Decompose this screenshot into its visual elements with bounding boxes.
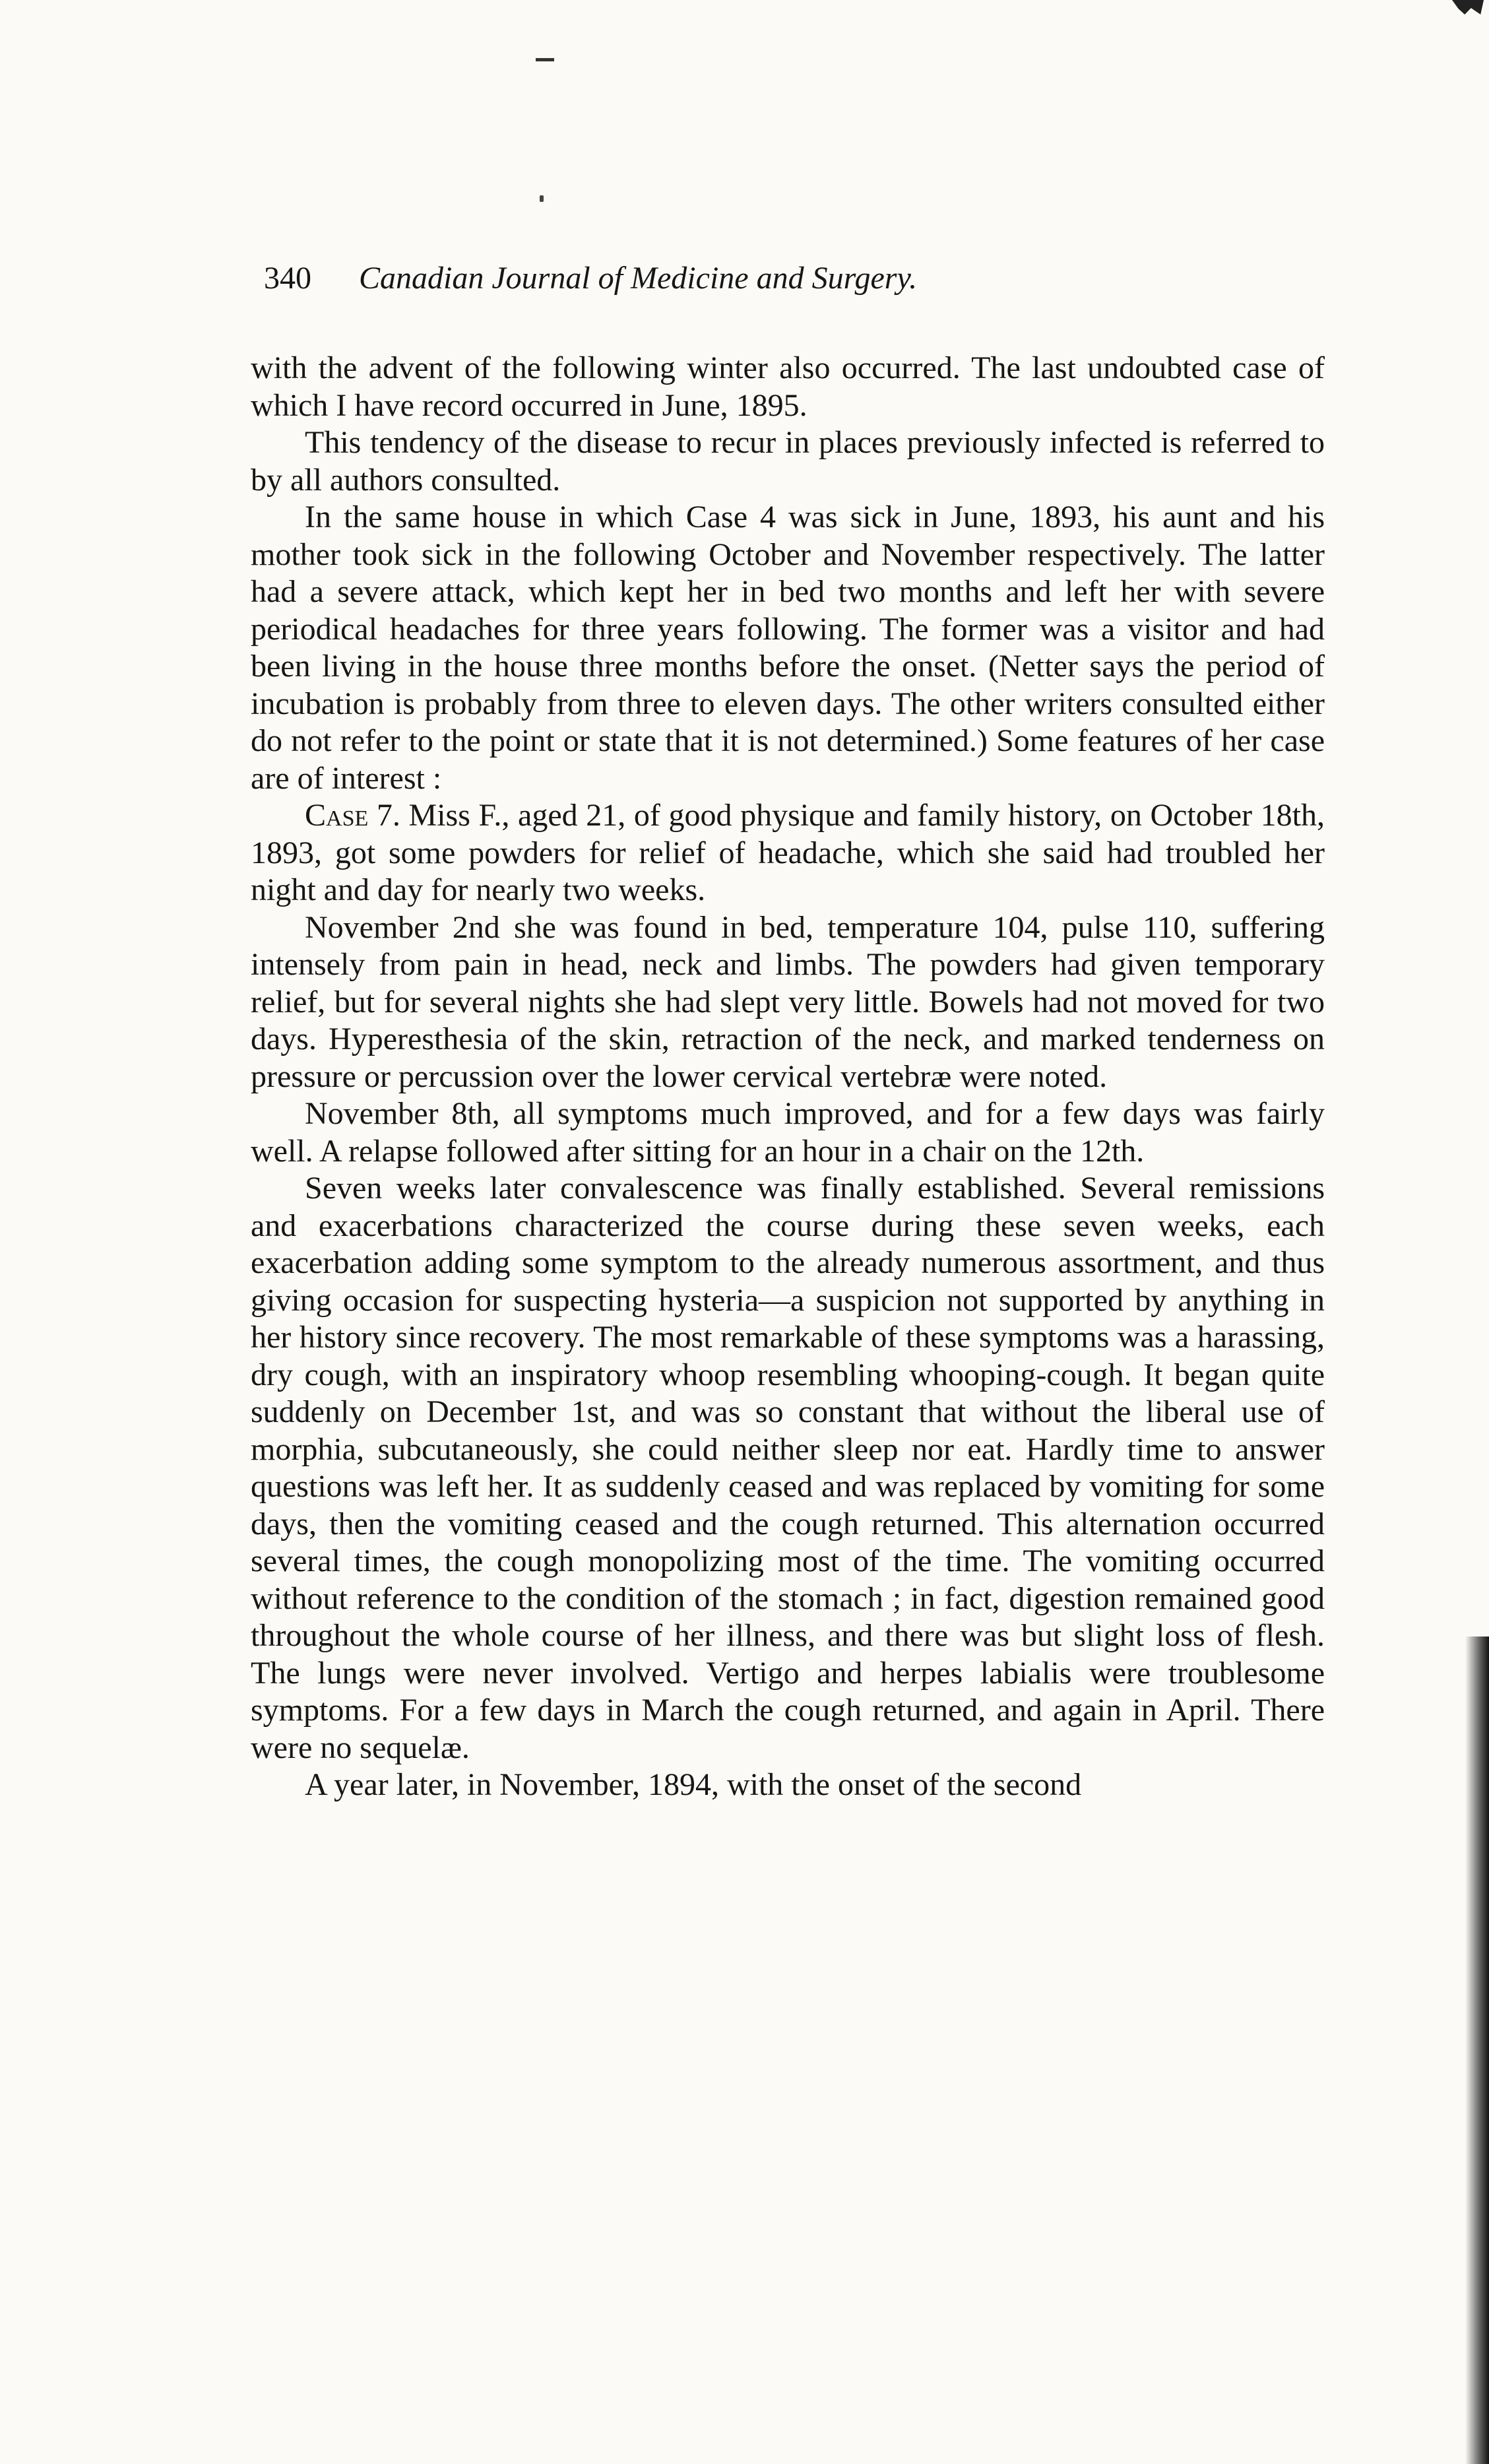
- case-label: Case 7.: [305, 798, 400, 833]
- running-header: [264, 259, 1253, 298]
- scan-mark-dash: [536, 58, 554, 61]
- case-7-paragraph: [251, 797, 1325, 909]
- article-body: [251, 350, 1325, 1804]
- paragraph: This tendency of the disease to recur in places previously infected is referred to by all authors consulted.: [251, 425, 1325, 498]
- paragraph: Seven weeks later convalescence was finally established. Several remissions and exacerbations characterized the course during these seven weeks, each exacerbation adding some symptom to the already numerous assortment, and thus giving occasion for suspecting hysteria—a suspicion not supported by anything in her history since recovery. The most remarkable of these symptoms was a harassing, dry cough, with an inspiratory whoop resembling whooping-cough. It began quite suddenly on December 1st, and was so constant that without the liberal use of morphia, subcutaneously, she could neither sleep nor eat. Hardly time to answer questions was left her. It as suddenly ceased and was replaced by vomiting for some days, then the vomiting ceased and the cough returned. This alternation occurred several times, the cough monopolizing most of the time. The vomiting occurred without reference to the condition of the stomach ; in fact, digestion remained good throughout the whole course of her illness, and there was but slight loss of flesh. The lungs were never involved. Vertigo and herpes labialis were troublesome symptoms. For a few days in March the cough returned, and again in April. There were no sequelæ.: [251, 1171, 1325, 1765]
- scan-corner-mark: [1452, 0, 1484, 15]
- page-number: 340: [264, 261, 311, 296]
- scan-mark-dot: [540, 195, 544, 202]
- paragraph: November 8th, all symptoms much improved, and for a few days was fairly well. A relapse followed after sitting for an hour in a chair on the 12th.: [251, 1096, 1325, 1169]
- paragraph: November 2nd she was found in bed, temperature 104, pulse 110, suffering intensely from pain in head, neck and limbs. The powders had given temporary relief, but for several nights she had slept very little. Bowels had not moved for two days. Hyperesthesia of the skin, retraction of the neck, and marked tenderness on pressure or percussion over the lower cervical vertebræ were noted.: [251, 909, 1325, 1094]
- journal-title: Canadian Journal of Medicine and Surgery.: [359, 261, 918, 296]
- paragraph: In the same house in which Case 4 was sick in June, 1893, his aunt and his mother took sick in the following October and November respectively. The latter had a severe attack, which kept her in bed two months and left her with severe periodical headaches for three years following. The former was a visitor and had been living in the house three months before the onset. (Netter says the period of incubation is probably from three to eleven days. The other writers consulted either do not refer to the point or state that it is not determined.) Some features of her case are of interest :: [251, 500, 1325, 796]
- paragraph: A year later, in November, 1894, with the onset of the second: [305, 1767, 1082, 1802]
- page-edge-shadow: [1465, 1637, 1489, 2464]
- paragraph: with the advent of the following winter also occurred. The last undoubted case of which I have record occurred in June, 1895.: [251, 350, 1325, 423]
- case-text: Miss F., aged 21, of good physique and family history, on October 18th, 1893, got some powders for relief of headache, which she said had troubled her night and day for nearly two weeks.: [251, 798, 1325, 907]
